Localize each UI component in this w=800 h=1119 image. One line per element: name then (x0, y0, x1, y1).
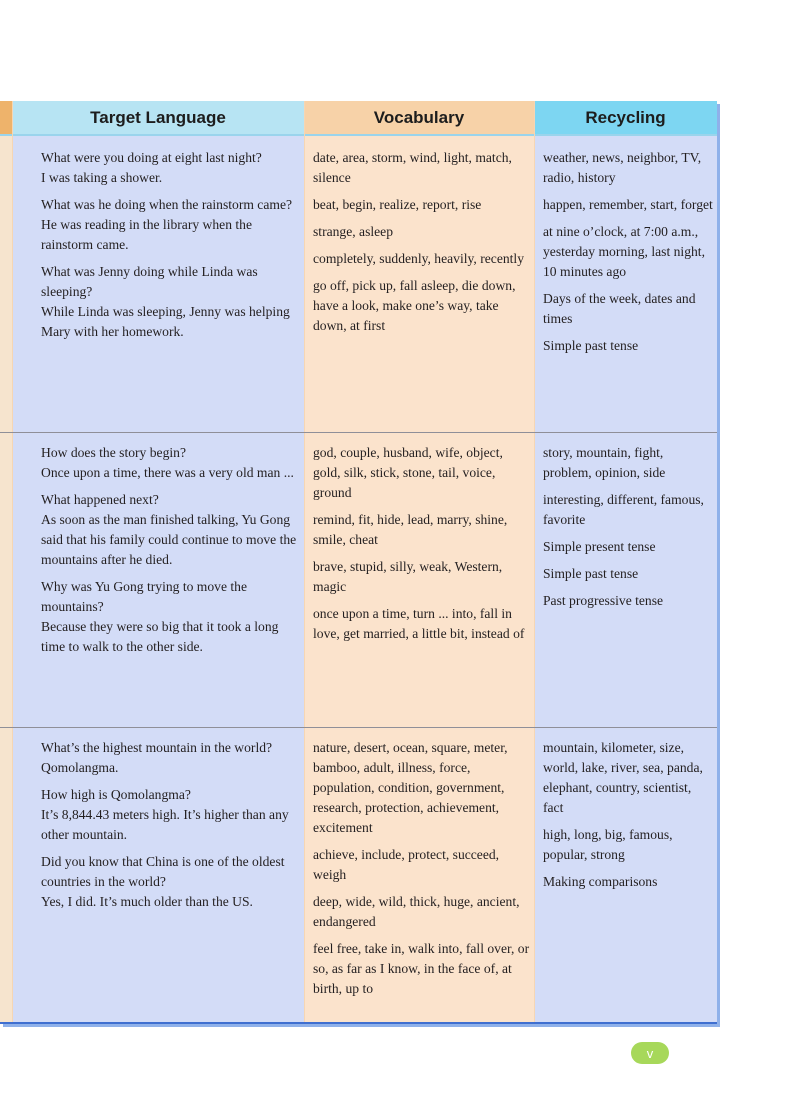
vocabulary-item: once upon a time, turn ... into, fall in love, get married, a little bit, instead of (313, 606, 525, 641)
page-number-badge: v (631, 1042, 669, 1064)
recycling-item: story, mountain, fight, problem, opinion, side (543, 445, 666, 480)
left-edge-column (0, 101, 12, 1022)
target-item: What were you doing at eight last night? I was taking a shower. (41, 150, 262, 185)
row-2-vocabulary (313, 443, 531, 651)
row-3-target-language (41, 738, 299, 919)
vocabulary-item: nature, desert, ocean, square, meter, bamboo, adult, illness, force, population, condition, government, research, protection, achievement, excitement (313, 740, 508, 835)
column-divider (12, 101, 13, 1022)
header-vocabulary: Vocabulary (304, 101, 534, 134)
recycling-item: Past progressive tense (543, 593, 664, 608)
recycling-item: Simple past tense (543, 566, 639, 581)
target-item: How does the story begin? Once upon a time, there was a very old man ... (41, 445, 294, 480)
column-divider (304, 101, 305, 1022)
target-item: Did you know that China is one of the oldest countries in the world? Yes, I did. It’s much older than the US. (41, 854, 285, 909)
target-item: Why was Yu Gong trying to move the mountains? Because they were so big that it took a long time to walk to the other side. (41, 579, 279, 654)
recycling-item: Simple present tense (543, 539, 656, 554)
vocabulary-item: god, couple, husband, wife, object, gold, silk, stick, stone, tail, voice, ground (313, 445, 503, 500)
header-left-edge (0, 101, 12, 134)
vocabulary-item: beat, begin, realize, report, rise (313, 197, 482, 212)
recycling-item: interesting, different, famous, favorite (543, 492, 704, 527)
column-divider (534, 101, 535, 1022)
row-2-recycling (543, 443, 713, 618)
row-1-recycling (543, 148, 713, 363)
header-recycling: Recycling (534, 101, 717, 134)
recycling-item: high, long, big, famous, popular, strong (543, 827, 673, 862)
row-2-target-language (41, 443, 299, 664)
header-row (0, 101, 717, 136)
vocabulary-item: brave, stupid, silly, weak, Western, magic (313, 559, 503, 594)
vocabulary-item: date, area, storm, wind, light, match, silence (313, 150, 512, 185)
recycling-item: at nine o’clock, at 7:00 a.m., yesterday morning, last night, 10 minutes ago (543, 224, 705, 279)
row-1-target-language (41, 148, 299, 349)
table-frame (0, 101, 717, 1024)
vocabulary-item: completely, suddenly, heavily, recently (313, 251, 525, 266)
row-3-vocabulary (313, 738, 531, 1006)
row-divider (0, 727, 717, 728)
target-item: What happened next? As soon as the man finished talking, Yu Gong said that his family could continue to move the mountains after he died. (41, 492, 297, 567)
vocabulary-item: go off, pick up, fall asleep, die down, have a look, make one’s way, take down, at first (313, 278, 516, 333)
recycling-item: mountain, kilometer, size, world, lake, river, sea, panda, elephant, country, scientist, fact (543, 740, 703, 815)
recycling-item: happen, remember, start, forget (543, 197, 713, 212)
row-divider (0, 432, 717, 433)
syllabus-table (0, 101, 719, 1026)
vocabulary-item: deep, wide, wild, thick, huge, ancient, endangered (313, 894, 520, 929)
target-item: What was Jenny doing while Linda was sleeping? While Linda was sleeping, Jenny was helping Mary with her homework. (41, 264, 290, 339)
recycling-item: Making comparisons (543, 874, 658, 889)
header-target-language: Target Language (12, 101, 304, 134)
vocabulary-item: remind, fit, hide, lead, marry, shine, smile, cheat (313, 512, 508, 547)
vocabulary-item: achieve, include, protect, succeed, weigh (313, 847, 500, 882)
recycling-item: Days of the week, dates and times (543, 291, 696, 326)
vocabulary-item: feel free, take in, walk into, fall over, or so, as far as I know, in the face of, at birth, up to (313, 941, 530, 996)
target-item: What was he doing when the rainstorm came? He was reading in the library when the rainstorm came. (41, 197, 293, 252)
row-1-vocabulary (313, 148, 531, 343)
target-item: How high is Qomolangma? It’s 8,844.43 meters high. It’s higher than any other mountain. (41, 787, 289, 842)
recycling-item: Simple past tense (543, 338, 639, 353)
recycling-item: weather, news, neighbor, TV, radio, history (543, 150, 702, 185)
target-item: What’s the highest mountain in the world? Qomolangma. (41, 740, 273, 775)
vocabulary-item: strange, asleep (313, 224, 394, 239)
row-3-recycling (543, 738, 713, 899)
